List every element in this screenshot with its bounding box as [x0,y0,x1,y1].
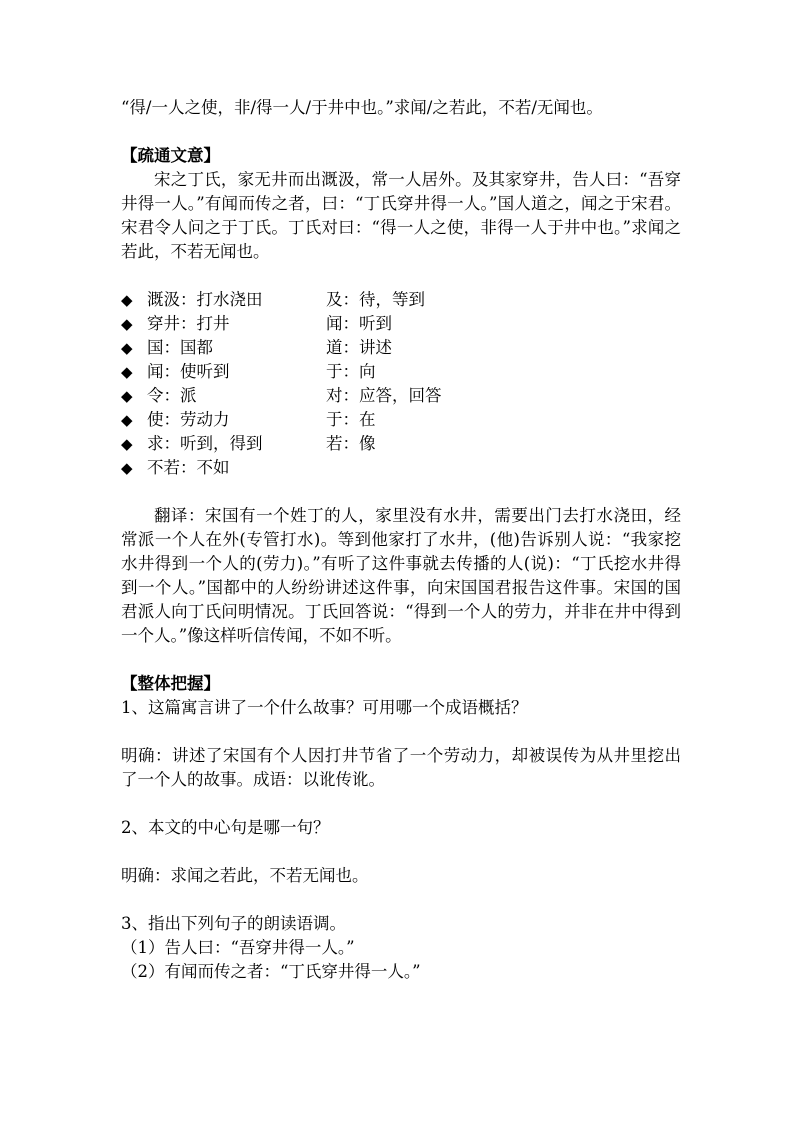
vocab-item: 闻：听到 [326,314,392,333]
diamond-bullet-icon: ◆ [121,363,133,381]
question-3: 3、指出下列句子的朗读语调。 [121,914,346,933]
diamond-bullet-icon: ◆ [121,411,133,429]
vocabulary-list [121,288,681,480]
diamond-bullet-icon: ◆ [121,459,133,477]
answer-2: 明确：求闻之若此，不若无闻也。 [121,866,369,885]
original-text-paragraph: 宋之丁氏，家无井而出溉汲，常一人居外。及其家穿井，告人曰：“吾穿井得一人。”有闻而传之者，曰：“丁氏穿井得一人。”国人道之，闻之于宋君。宋君令人问之于丁氏。丁氏对曰：“得一人之使，非得一人于井中也。”求闻之若此，不若无闻也。 [121,170,681,261]
diamond-bullet-icon: ◆ [121,291,133,309]
document-page [121,96,681,984]
vocab-item: ◆ 溉汲：打水浇田 [121,288,326,312]
vocab-item: ◆ 求：听到，得到 [121,432,326,456]
diamond-bullet-icon: ◆ [121,387,133,405]
vocab-item: ◆ 不若：不如 [121,456,326,480]
vocab-item: 及：待，等到 [326,290,425,309]
vocab-item: ◆ 闻：使听到 [121,360,326,384]
vocab-item: ◆ 令：派 [121,384,326,408]
diamond-bullet-icon: ◆ [121,315,133,333]
question-3-item: （1）告人曰：“吾穿井得一人。” [121,938,355,957]
question-2: 2、本文的中心句是哪一句？ [121,818,330,837]
vocab-item: 若：像 [326,434,376,453]
vocab-item: ◆ 使：劳动力 [121,408,326,432]
diamond-bullet-icon: ◆ [121,339,133,357]
vocab-item: 于：向 [326,362,376,381]
question-1: 1、这篇寓言讲了一个什么故事？可用哪一个成语概括？ [121,698,528,717]
vocab-item: 于：在 [326,410,376,429]
diamond-bullet-icon: ◆ [121,435,133,453]
vocab-item: 道：讲述 [326,338,392,357]
answer-1: 明确：讲述了宋国有个人因打井节省了一个劳动力，却被误传为从井里挖出了一个人的故事。成语：以讹传讹。 [121,746,681,789]
section-heading-understand: 【疏通文意】 [121,146,220,165]
vocab-item: 对：应答，回答 [326,386,442,405]
translation-paragraph: 翻译：宋国有一个姓丁的人，家里没有水井，需要出门去打水浇田，经常派一个人在外(专管打水)。等到他家打了水井，(他)告诉别人说：“我家挖水井得到一个人的(劳力)。”有听了这件事就去传播的人(说)：“丁氏挖水井得到一个人。”国都中的人纷纷讲述这件事，向宋国国君报告这件事。宋国的国君派人向丁氏问明情况。丁氏回答说：“得到一个人的劳力，并非在井中得到一个人。”像这样听信传闻，不如不听。 [121,506,681,645]
vocab-item: ◆ 穿井：打井 [121,312,326,336]
question-3-item: （2）有闻而传之者：“丁氏穿井得一人。” [121,962,421,981]
annotated-sentence: “得/一人之使，非/得一人/于井中也。”求闻/之若此，不若/无闻也。 [121,98,603,117]
vocab-item: ◆ 国：国都 [121,336,326,360]
section-heading-overall: 【整体把握】 [121,674,220,693]
